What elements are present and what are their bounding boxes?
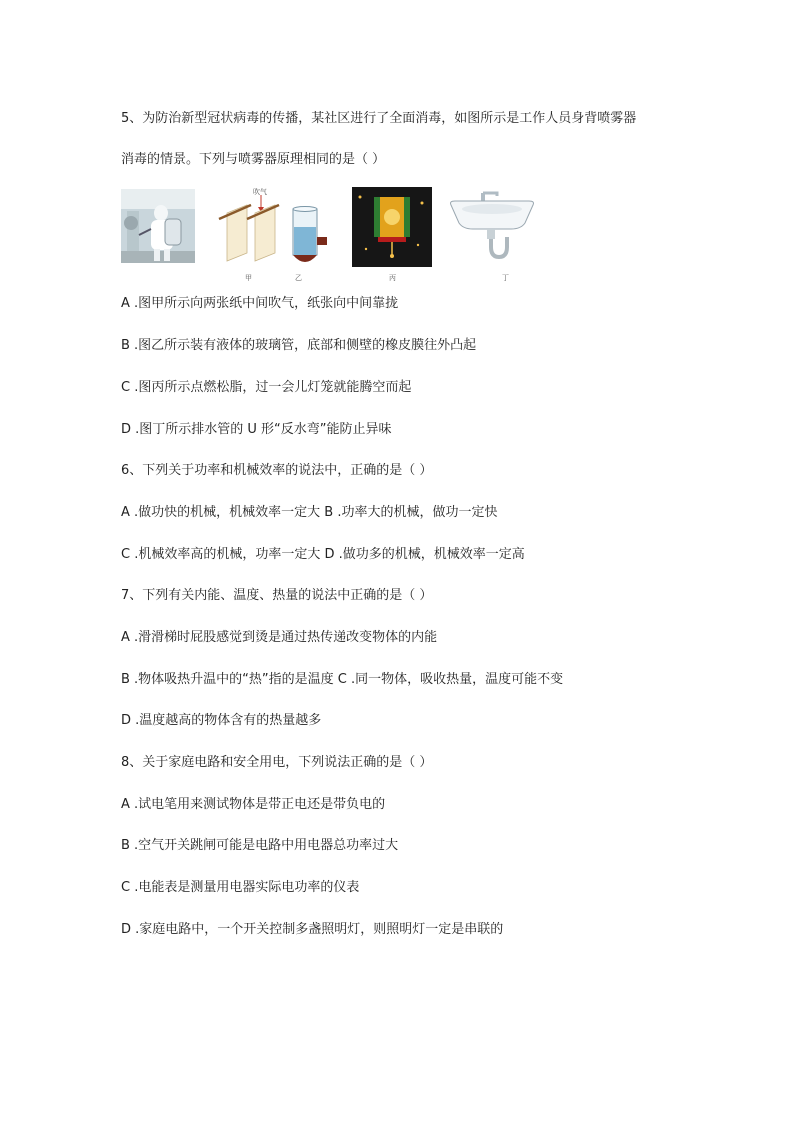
figure-blow-label: 吹气	[253, 188, 267, 196]
figure-bing-lantern	[352, 187, 432, 267]
sprayer-worker-image	[121, 189, 195, 263]
q5-stem-line2: 消毒的情景。下列与喷雾器原理相同的是（ ）	[121, 152, 386, 167]
q8-option-b: B .空气开关跳闸可能是电路中用电器总功率过大	[121, 838, 399, 853]
figure-label-jia: 甲	[245, 274, 252, 282]
q5-stem-line1: 5、为防治新型冠状病毒的传播，某社区进行了全面消毒，如图所示是工作人员身背喷雾器	[121, 111, 637, 126]
q5-option-b: B .图乙所示装有液体的玻璃管，底部和侧壁的橡皮膜往外凸起	[121, 338, 477, 353]
figure-label-yi: 乙	[295, 274, 302, 282]
figure-ding-sink	[447, 187, 537, 267]
q6-options-ab: A .做功快的机械，机械效率一定大 B .功率大的机械，做功一定快	[121, 505, 498, 520]
q5-option-a: A .图甲所示向两张纸中间吹气，纸张向中间靠拢	[121, 296, 399, 311]
q6-stem: 6、下列关于功率和机械效率的说法中，正确的是（ ）	[121, 463, 433, 478]
q5-option-d: D .图丁所示排水管的 U 形“反水弯”能防止异味	[121, 422, 392, 437]
q6-options-cd: C .机械效率高的机械，功率一定大 D .做功多的机械，机械效率一定高	[121, 547, 525, 562]
figure-label-bing: 丙	[389, 274, 396, 282]
figure-yi-glass-tube	[287, 205, 335, 269]
q5-option-c: C .图丙所示点燃松脂，过一会儿灯笼就能腾空而起	[121, 380, 412, 395]
q7-options-bc: B .物体吸热升温中的“热”指的是温度 C .同一物体，吸收热量，温度可能不变	[121, 672, 564, 687]
q7-option-a: A .滑滑梯时屁股感觉到烫是通过热传递改变物体的内能	[121, 630, 438, 645]
figure-label-ding: 丁	[502, 274, 509, 282]
q8-option-c: C .电能表是测量用电器实际电功率的仪表	[121, 880, 360, 895]
q7-option-d: D .温度越高的物体含有的热量越多	[121, 713, 322, 728]
q8-option-d: D .家庭电路中，一个开关控制多盏照明灯，则照明灯一定是串联的	[121, 922, 504, 937]
q7-stem: 7、下列有关内能、温度、热量的说法中正确的是（ ）	[121, 588, 433, 603]
q8-option-a: A .试电笔用来测试物体是带正电还是带负电的	[121, 797, 386, 812]
q5-figures	[121, 187, 541, 282]
q8-stem: 8、关于家庭电路和安全用电，下列说法正确的是（ ）	[121, 755, 433, 770]
